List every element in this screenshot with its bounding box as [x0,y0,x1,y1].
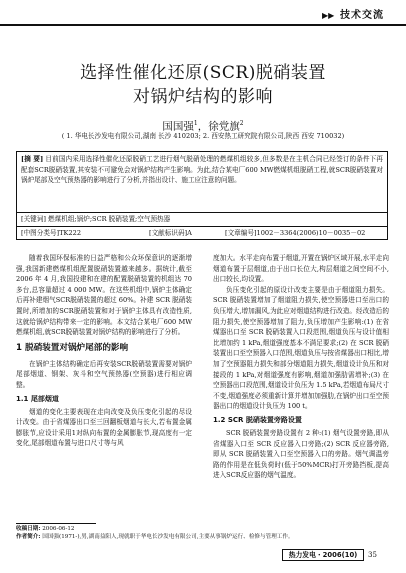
right-paragraph-1: 度加大。水平走向布置于烟道,开置在锅炉区域开展,水平走向烟道布置于层烟道,由于出口长位大,构层烟道之间空间不小,出口较长,均设置。 [213,254,389,284]
footnote-author-bio: 作者简介: 国国强(1971-),男,湖南益阳人,现就职于华电长沙发电有限公司,主要从事锅炉运行、检修与管理工作。 [16,534,294,540]
affiliation: ( 1. 华电长沙发电有限公司,湖南 长沙 410203; 2. 西安热工研究院有限公司,陕西 西安 710032) [61,132,345,140]
article-title-line1: 选择性催化还原(SCR)脱硝装置 [80,63,326,83]
author-1: 国国强 [162,120,194,133]
abstract-label: [摘 要] [21,155,44,163]
subsection-1-1-heading: 1.1 尾部烟道 [16,394,59,403]
article-number: [文章编号]1002－3364(2006)10－0035－02 [225,229,366,237]
intro-paragraph: 随着我国环保标准的日益严格和公众环保意识的逐渐增强,我国新建燃煤机组配置脱硝装置越来越多。据统计,截至 2006 年 4 月,我国投建和在建的配置脱硝装置的机组达 70 多台,总容量超过 4 000 MW。在这些机组中,锅炉主体确定后再补建烟气SCR脱硝装置的超过 60%。补建 SCR 脱硝装置时,所增加的SCR脱硝装置和对于锅炉主体具有改造性质,这就给锅炉结构带来一定的影响。本文结合某电厂600 MW燃煤机组,就SCR脱硝装置对锅炉结构的影响进行了分析。 [16,254,192,337]
abstract-text: 目前国内采用选择性催化还原脱硝工艺进行烟气脱硝处理的燃煤机组较多,但多数是在主机合同已经签订的条件下再配套SCR脱硝装置,其安装不可避免会对锅炉结构产生影响。为此,结合某电厂600 MW燃煤机组脱硝工程,就SCR脱硝装置对锅炉尾部及空气预热器的影响进行了分析,并指出设计、施工应注意的问题。 [21,155,383,184]
author-2: 徐党旗 [208,120,240,133]
header-rule [0,24,406,26]
keywords-label: [关键词] [21,215,46,223]
footnote-received: 收稿日期: 2006-06-12 [16,526,75,532]
document-code: [文献标识码]A [149,229,192,237]
right-paragraph-2: 负压变化引起的原设计改变主要是由于烟道阻力损失。SCR 脱硝装置增加了烟道阻力损失,使空预器进口至出口的负压增大,增加漏风,为此应对烟道结构进行改造。经改造后的阻力损失,使空预器增加了阻力,负压增加产生影响:(1) 在省煤器出口至 SCR 脱硝装置入口段范围,烟道负压与设计值相比增加约 1 kPa,烟道强度基本不满足要求;(2) 在 SCR 脱硝装置出口至空预器入口范围,烟道负压与按省煤器出口相比,增加了空预器阻力损失和部分烟道阻力损失,烟道设计负压和对接段的 1 kPa,对烟道强度有影响,烟道加强肋需增补;(3) 在空预器出口段范围,烟道设计负压为 1.5 kPa,若烟道布局尺寸不变,烟道强度必须重新计算并增加加强肋,在锅炉出口至空预器出口的烟道设计负压为 100 t。 [213,285,389,411]
keywords-box [16,212,388,226]
article-title-line2: 对锅炉结构的影响 [133,87,273,107]
footer-journal-name: 热力发电・2006(10) [282,549,364,561]
classification-number: [中图分类号]TK222 [21,229,82,237]
classification-box [16,226,388,240]
section-1-heading: 1 脱硝装置对锅炉尾部的影响 [16,342,129,353]
subsection-1-1-paragraph: 烟道的变化主要表现在走向改变及负压变化引起的尽设计改变。由于省煤器出口至三回翻板烟道与长大,若布置金属膨胀节,应设计采用1对纵向布置的金属膨胀节,现高度有一定变化,尾部烟道布置与进口尺寸等与风 [16,407,192,448]
abstract-box [16,151,388,212]
author-1-sup: 1 [193,120,198,127]
body-column-left [16,253,192,449]
body-column-right [213,253,389,481]
footnote-rule [16,523,96,524]
keywords-text: 燃煤机组;锅炉;SCR 脱硝装置;空气预热器 [48,215,171,223]
author-separator: ， [197,120,209,133]
subsection-1-2-heading: 1.2 SCR 脱硝装置旁路设置 [213,415,302,424]
page-number: 35 [368,551,377,559]
right-paragraph-3: SCR 脱硝装置旁路设置有 2 种:(1) 烟气设置旁路,即从省煤器入口至 SCR 反应器入口旁路;(2) SCR 反应器旁路,即从 SCR 脱硝装置入口至空预器入口的旁路。烟气调温旁路的作用是在低负荷时(低于50%MCR)打开旁路挡板,提高进入SCR反应器的烟气温度。 [213,428,389,480]
author-2-sup: 2 [239,120,244,127]
section-1-paragraph: 在锅炉主体结构确定后再安装SCR脱硝装置需要对锅炉尾部烟道、钢架、灰斗和空气预热器(空预器)进行相应调整。 [16,359,192,389]
column-arrows-icon: ▶▶ [322,11,335,20]
column-tag: 技术交流 [340,10,384,21]
